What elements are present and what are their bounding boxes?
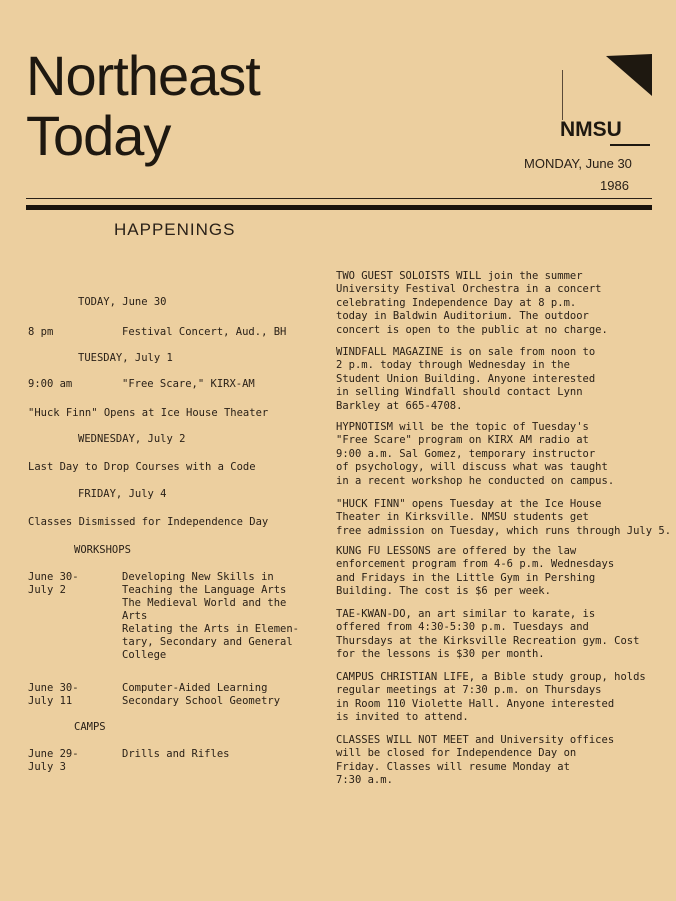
tuesday-heading: TUESDAY, July 1 [78,352,173,364]
logo-underline [610,144,650,146]
section-title: HAPPENINGS [114,220,236,239]
article-tae-kwan-do: TAE-KWAN-DO, an art similar to karate, is offered from 4:30-5:30 p.m. Tuesdays and Thursdays at the Kirksville Recreation gym. Cost for the lessons is $30 per month. [336,608,640,661]
friday-heading: FRIDAY, July 4 [78,488,167,500]
nmsu-logo-triangle-icon [606,54,652,96]
camps-heading: CAMPS [74,721,106,733]
workshop1-dates: June 30- July 2 [28,571,79,596]
masthead-line1: Northeast [26,44,260,107]
article-classes: CLASSES WILL NOT MEET and University offices will be closed for Independence Day on Friday. Classes will resume Monday at 7:30 a.m. [336,734,615,787]
workshop1-text: Developing New Skills in Teaching the Language Arts The Medieval World and the Arts Relating the Arts in Elemen- tary, Secondary and General College [122,571,300,661]
wednesday-heading: WEDNESDAY, July 2 [78,433,186,445]
masthead-line2: Today [26,104,171,167]
workshop2-dates: June 30- July 11 [28,682,79,707]
article-windfall: WINDFALL MAGAZINE is on sale from noon to 2 p.m. today through Wednesday in the Student Union Building. Anyone interested in selling Windfall should contact Lynn Barkley at 665-4708. [336,346,596,412]
logo-divider [562,70,563,120]
workshop2-text: Computer-Aided Learning Secondary School Geometry [122,682,281,707]
article-huck-finn: "HUCK FINN" opens Tuesday at the Ice House Theater in Kirksville. NMSU students get free admission on Tuesday, which runs through July 5. [336,498,672,537]
tuesday-time: 9:00 am [28,378,73,390]
article-kung-fu: KUNG FU LESSONS are offered by the law enforcement program from 4-6 p.m. Wednesdays and Fridays in the Little Gym in Pershing Building. The cost is $6 per week. [336,545,615,598]
today-heading: TODAY, June 30 [78,296,167,308]
tuesday-text: "Free Scare," KIRX-AM [122,378,255,390]
camp-dates: June 29- July 3 [28,748,79,773]
camp-text: Drills and Rifles [122,748,230,760]
issue-volume: 1986 [600,178,629,193]
concert-text: Festival Concert, Aud., BH [122,326,287,338]
workshops-heading: WORKSHOPS [74,544,131,556]
masthead [26,46,260,166]
issue-date: MONDAY, June 30 [524,156,632,171]
article-campus-christian: CAMPUS CHRISTIAN LIFE, a Bible study group, holds regular meetings at 7:30 p.m. on Thursdays in Room 110 Violette Hall. Anyone interested is invited to attend. [336,671,646,724]
logo-text: NMSU [560,118,622,141]
classes-dismissed-item: Classes Dismissed for Independence Day [28,516,269,528]
article-soloists: TWO GUEST SOLOISTS WILL join the summer University Festival Orchestra in a concert celebrating Independence Day at 8 p.m. today in Baldwin Auditorium. The outdoor concert is open to the public at no charge. [336,270,608,336]
last-day-item: Last Day to Drop Courses with a Code [28,461,256,473]
header-rule-thin [26,198,652,199]
header-rule-thick [26,205,652,210]
concert-time: 8 pm [28,326,54,338]
article-hypnotism: HYPNOTISM will be the topic of Tuesday's "Free Scare" program on KIRX AM radio at 9:00 a.m. Sal Gomez, temporary instructor of psychology, will discuss what was taught in a recent workshop he conducted on campus. [336,421,615,487]
huck-finn-item: "Huck Finn" Opens at Ice House Theater [28,407,269,419]
